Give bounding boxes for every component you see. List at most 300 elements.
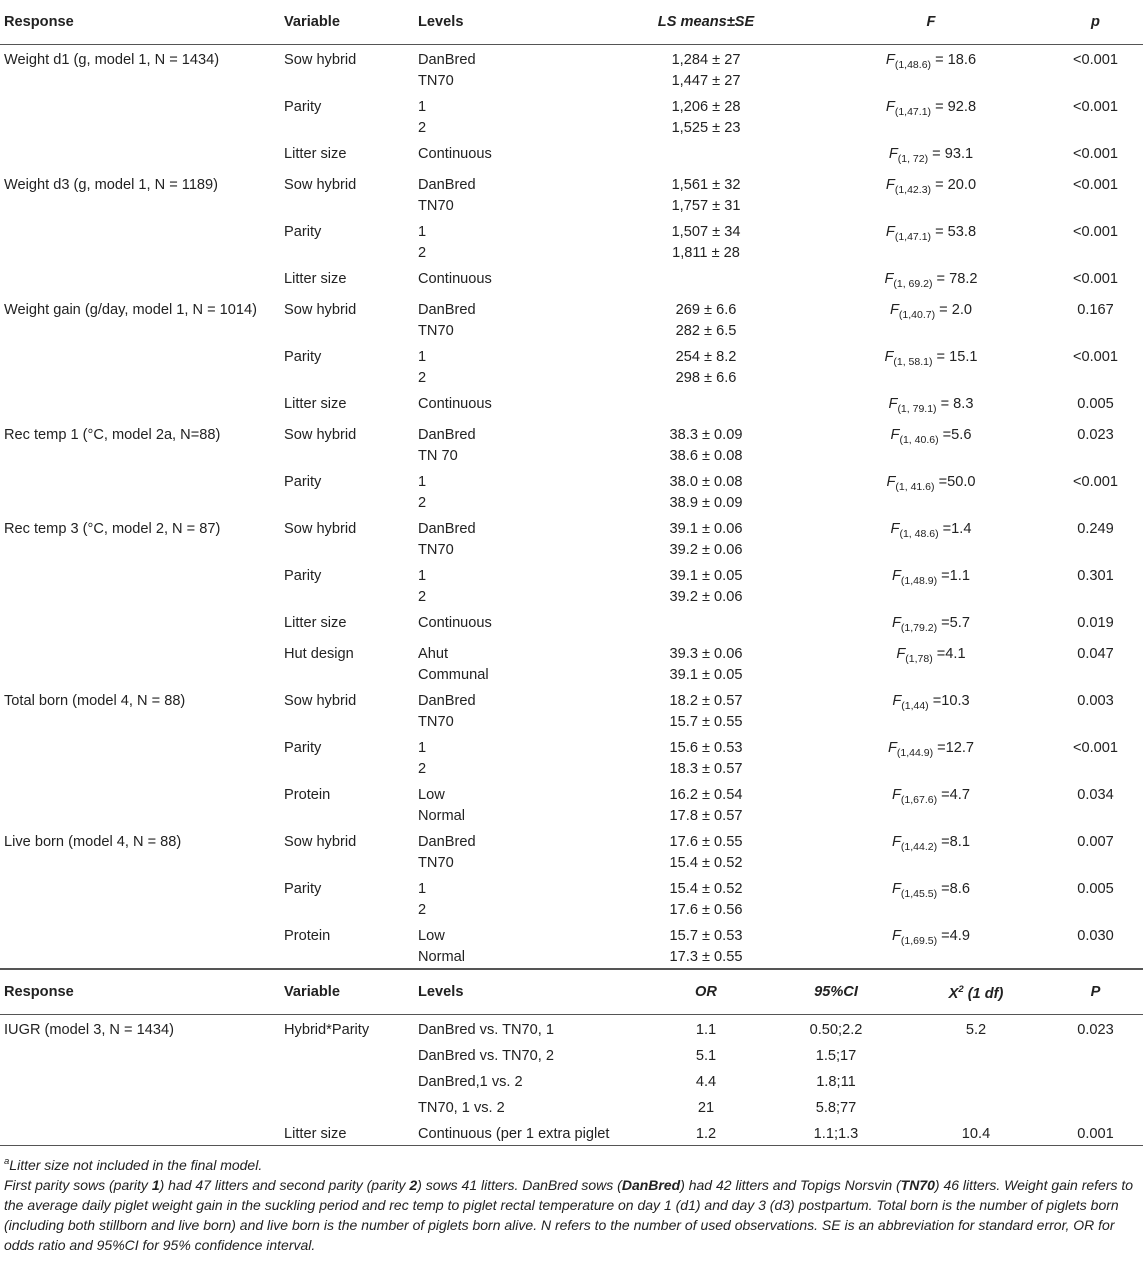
f-symbol: F	[885, 99, 895, 115]
lsmean-value: 254 ± 8.2	[675, 349, 737, 365]
p-value-cell: 0.167	[1077, 302, 1114, 318]
p-value-cell: 0.001	[1044, 1119, 1143, 1146]
lsmeans-cell	[594, 342, 814, 389]
levels-cell: TN70, 1 vs. 2	[418, 1100, 505, 1116]
lsmean-value: 39.1 ± 0.05	[669, 568, 743, 584]
f-value: =50.0	[934, 474, 976, 490]
f-value: = 2.0	[935, 302, 973, 318]
lsmeans-cell	[594, 389, 814, 420]
level-value: TN70	[418, 323, 454, 339]
table-row	[0, 420, 1143, 467]
f-symbol: F	[886, 474, 896, 490]
level-value: 1	[418, 349, 427, 365]
lsmean-value: 1,811 ± 28	[672, 245, 740, 261]
levels-cell	[414, 639, 594, 686]
f-df: (1,69.5)	[900, 935, 938, 947]
table-row	[0, 217, 1143, 264]
f-symbol: F	[892, 928, 901, 944]
f-value: = 92.8	[931, 99, 977, 115]
lsmean-value: 39.3 ± 0.06	[669, 646, 743, 662]
p-value-cell: <0.001	[1072, 474, 1119, 490]
f-statistic-cell	[814, 139, 1044, 170]
variable-cell: Litter size	[284, 146, 347, 162]
p-value-cell: 0.301	[1077, 568, 1114, 584]
variable-cell: Sow hybrid	[284, 52, 357, 68]
lsmeans-cell	[594, 170, 814, 217]
table-row	[0, 295, 1143, 342]
x2-cell: 5.2	[965, 1022, 987, 1038]
p-value-cell: <0.001	[1072, 99, 1119, 115]
lsmean-value	[598, 269, 814, 290]
ci-cell: 0.50;2.2	[809, 1022, 863, 1038]
p-value-cell: 0.249	[1077, 521, 1114, 537]
ci-cell: 1.8;11	[816, 1074, 856, 1090]
table-notes	[0, 1146, 1143, 1255]
f-df: (1, 48.6)	[899, 528, 939, 540]
lsmeans-cell	[594, 467, 814, 514]
level-value: 2	[418, 902, 427, 918]
response-cell: Weight d1 (g, model 1, N = 1434)	[4, 52, 220, 68]
variable-cell: Sow hybrid	[284, 521, 357, 537]
table-row	[0, 780, 1143, 827]
levels-cell	[414, 827, 594, 874]
f-value: = 53.8	[931, 224, 977, 240]
levels-cell	[414, 467, 594, 514]
lsmeans-cell	[594, 874, 814, 921]
lsmeans-cell	[594, 420, 814, 467]
lsmeans-cell	[594, 139, 814, 170]
lsmeans-cell	[594, 921, 814, 969]
variable-cell: Litter size	[280, 1119, 414, 1146]
levels-cell	[414, 295, 594, 342]
f-df: (1,44)	[901, 700, 929, 712]
p-value-cell	[1044, 1067, 1143, 1093]
lsmean-value: 17.3 ± 0.55	[669, 949, 743, 965]
lsmean-value: 1,525 ± 23	[671, 120, 741, 136]
p-value-cell	[1044, 1093, 1143, 1119]
variable-cell	[280, 1093, 414, 1119]
levels-cell	[414, 264, 594, 295]
header-variable: Variable	[280, 0, 414, 45]
lsmean-value: 18.2 ± 0.57	[669, 693, 743, 709]
level-value: 1	[418, 740, 427, 756]
level-value: 2	[418, 120, 427, 136]
table-row	[0, 561, 1143, 608]
response-cell	[0, 1119, 280, 1146]
p-value-cell: <0.001	[1072, 349, 1119, 365]
level-value: TN70	[418, 855, 454, 871]
f-statistic-cell	[814, 561, 1044, 608]
levels-cell	[414, 217, 594, 264]
levels-cell: DanBred,1 vs. 2	[418, 1074, 523, 1090]
table-row	[0, 45, 1143, 93]
x2-cell: 10.4	[904, 1119, 1044, 1146]
levels-cell	[414, 514, 594, 561]
variable-cell: Litter size	[284, 396, 347, 412]
level-value: DanBred	[418, 693, 476, 709]
levels-cell	[414, 139, 594, 170]
lsmean-value: 17.6 ± 0.56	[669, 902, 743, 918]
level-value: DanBred	[418, 302, 476, 318]
p-value-cell: 0.019	[1077, 615, 1114, 631]
lsmeans-cell	[594, 733, 814, 780]
response-cell	[0, 389, 280, 420]
f-df: (1,42.3)	[894, 184, 932, 196]
header-f: F	[814, 0, 1044, 45]
lsmean-value: 1,447 ± 27	[671, 73, 741, 89]
header-p: p	[1044, 0, 1143, 45]
lsmean-value: 18.3 ± 0.57	[669, 761, 743, 777]
f-value: = 78.2	[932, 271, 978, 287]
response-cell: IUGR (model 3, N = 1434)	[4, 1022, 174, 1038]
f-statistic-cell	[814, 874, 1044, 921]
lsmean-value: 38.6 ± 0.08	[669, 448, 743, 464]
response-cell	[0, 1093, 280, 1119]
f-statistic-cell	[814, 420, 1044, 467]
f-value: = 15.1	[932, 349, 978, 365]
f-df: (1,48.6)	[894, 59, 932, 71]
variable-cell: Parity	[284, 568, 322, 584]
variable-cell: Protein	[284, 787, 331, 803]
lsmeans-cell	[594, 514, 814, 561]
p-value-cell: 0.023	[1077, 1022, 1114, 1038]
lsmean-value: 282 ± 6.5	[675, 323, 737, 339]
f-df: (1,44.2)	[900, 841, 938, 853]
variable-cell	[280, 1067, 414, 1093]
f-df: (1,78)	[905, 653, 933, 665]
f-statistic-cell	[814, 389, 1044, 420]
lsmean-value: 17.6 ± 0.55	[669, 834, 743, 850]
levels-cell	[414, 420, 594, 467]
f-statistic-cell	[814, 92, 1044, 139]
or-cell: 5.1	[695, 1048, 717, 1064]
ci-cell: 1.5;17	[815, 1048, 857, 1064]
f-symbol: F	[892, 568, 901, 584]
table-row	[0, 827, 1143, 874]
table-row	[0, 467, 1143, 514]
table-row	[0, 170, 1143, 217]
lsmean-value: 16.2 ± 0.54	[669, 787, 743, 803]
f-statistic-cell	[814, 780, 1044, 827]
f-value: =10.3	[928, 693, 970, 709]
variable-cell: Sow hybrid	[284, 427, 357, 443]
f-symbol: F	[888, 396, 898, 412]
variable-cell: Parity	[284, 349, 322, 365]
f-symbol: F	[884, 349, 894, 365]
p-value-cell	[1044, 1041, 1143, 1067]
lsmeans-cell	[594, 217, 814, 264]
levels-cell	[414, 561, 594, 608]
levels-cell	[414, 733, 594, 780]
table-row	[0, 264, 1143, 295]
x2-cell	[904, 1067, 1044, 1093]
lsmean-value: 298 ± 6.6	[675, 370, 737, 386]
f-symbol: F	[890, 427, 900, 443]
lsmean-value: 1,507 ± 34	[671, 224, 741, 240]
f-symbol: F	[884, 271, 894, 287]
f-symbol: F	[892, 787, 901, 803]
lsmeans-cell	[594, 561, 814, 608]
f-symbol: F	[885, 52, 895, 68]
level-value: DanBred	[418, 177, 476, 193]
f-symbol: F	[892, 615, 901, 631]
footnote-a: $^a$Litter size not included in the final model.	[4, 1156, 263, 1173]
levels-cell	[414, 92, 594, 139]
lsmeans-cell	[594, 264, 814, 295]
response-cell	[0, 733, 280, 780]
f-symbol: F	[892, 693, 902, 709]
variable-cell: Protein	[280, 921, 414, 969]
level-value: 2	[418, 370, 427, 386]
variable-cell: Sow hybrid	[284, 693, 357, 709]
header-levels: Levels	[414, 0, 594, 45]
response-cell: Rec temp 1 (°C, model 2a, N=88)	[4, 427, 221, 443]
levels-cell: Continuous (per 1 extra piglet	[414, 1119, 644, 1146]
response-cell	[0, 780, 280, 827]
p-value-cell: 0.003	[1077, 693, 1114, 709]
lsmean-value: 38.9 ± 0.09	[669, 495, 743, 511]
f-statistic-cell	[814, 514, 1044, 561]
p-value-cell: 0.005	[1077, 396, 1114, 412]
lsmean-value: 15.6 ± 0.53	[669, 740, 743, 756]
f-statistic-cell	[814, 827, 1044, 874]
f-df: (1,47.1)	[894, 231, 932, 243]
table1-header-row	[0, 0, 1143, 45]
p-value-cell: <0.001	[1072, 271, 1119, 287]
p-value-cell: <0.001	[1072, 52, 1119, 68]
f-symbol: F	[889, 302, 899, 318]
lsmean-value: 1,284 ± 27	[671, 52, 741, 68]
table-row	[0, 92, 1143, 139]
level-value: DanBred	[418, 427, 476, 443]
levels-cell	[414, 170, 594, 217]
f-statistic-cell	[814, 170, 1044, 217]
variable-cell: Sow hybrid	[284, 177, 357, 193]
levels-cell: DanBred vs. TN70, 2	[418, 1048, 555, 1064]
p-value-cell: 0.030	[1044, 921, 1143, 969]
level-value: Continuous	[418, 615, 492, 631]
response-cell	[0, 1041, 280, 1067]
f-statistic-cell	[814, 921, 1044, 969]
table-row	[0, 874, 1143, 921]
table-row	[0, 1093, 1143, 1119]
response-cell	[0, 139, 280, 170]
levels-cell	[414, 686, 594, 733]
level-value: Communal	[418, 667, 489, 683]
f-df: (1, 41.6)	[895, 481, 935, 493]
response-cell	[0, 92, 280, 139]
header-variable: Variable	[280, 970, 414, 1015]
f-df: (1, 58.1)	[893, 356, 933, 368]
or-cell: 21	[697, 1100, 715, 1116]
f-statistic-cell	[814, 342, 1044, 389]
f-value: =8.1	[937, 834, 970, 850]
header-response: Response	[0, 970, 280, 1015]
lsmeans-cell	[594, 295, 814, 342]
header-ci: 95%CI	[764, 970, 904, 1015]
variable-cell: Sow hybrid	[284, 302, 357, 318]
p-value-cell: <0.001	[1072, 224, 1119, 240]
level-value: Continuous	[418, 271, 492, 287]
ci-cell: 1.1;1.3	[764, 1119, 904, 1146]
f-df: (1,40.7)	[898, 309, 936, 321]
lsmeans-cell	[594, 780, 814, 827]
f-df: (1, 79.1)	[897, 403, 937, 415]
lsmeans-cell	[594, 45, 814, 93]
lsmeans-cell	[594, 92, 814, 139]
level-value: 2	[418, 495, 427, 511]
table-row	[0, 1015, 1143, 1042]
header-x2: $X^2$ (1 df)	[904, 970, 1044, 1015]
lsmean-value: 38.3 ± 0.09	[669, 427, 743, 443]
f-symbol: F	[896, 646, 906, 662]
response-cell	[0, 342, 280, 389]
table-row	[0, 1119, 1143, 1146]
f-statistic-cell	[814, 686, 1044, 733]
f-df: (1,67.6)	[900, 794, 938, 806]
response-cell	[0, 608, 280, 639]
f-symbol: F	[892, 881, 901, 897]
p-value-cell: <0.001	[1072, 740, 1119, 756]
level-value: Continuous	[418, 146, 492, 162]
p-value-cell: 0.047	[1077, 646, 1114, 662]
or-cell: 1.2	[644, 1119, 764, 1146]
f-df: (1, 40.6)	[899, 434, 939, 446]
variable-cell: Parity	[284, 224, 322, 240]
levels-cell	[414, 921, 594, 969]
f-df: (1,44.9)	[896, 747, 934, 759]
level-value: DanBred	[418, 521, 476, 537]
f-symbol: F	[892, 834, 901, 850]
ci-cell: 5.8;77	[815, 1100, 857, 1116]
f-value: =8.6	[937, 881, 970, 897]
lsmean-value: 15.7 ± 0.53	[669, 928, 743, 944]
level-value: 2	[418, 589, 427, 605]
header-response: Response	[0, 0, 280, 45]
level-value: TN70	[418, 542, 454, 558]
level-value: DanBred	[418, 52, 476, 68]
f-df: (1,79.2)	[900, 622, 938, 634]
table-row	[0, 1041, 1143, 1067]
level-value: 1	[418, 881, 427, 897]
header-lsmeans: LS means±SE	[594, 0, 814, 45]
response-cell	[0, 921, 280, 969]
level-value: 1	[418, 224, 427, 240]
levels-cell	[414, 780, 594, 827]
variable-cell: Parity	[284, 474, 322, 490]
f-symbol: F	[885, 177, 895, 193]
variable-cell: Hybrid*Parity	[284, 1022, 370, 1038]
response-cell: Live born (model 4, N = 88)	[4, 834, 182, 850]
lsmean-value: 39.1 ± 0.05	[669, 667, 743, 683]
p-value-cell: 0.007	[1077, 834, 1114, 850]
response-cell	[0, 874, 280, 921]
abbreviation-note: First parity sows (parity 1) had 47 litters and second parity (parity 2) sows 41 litters. DanBred sows (DanBred) had 42 litters and Topigs Norsvin (TN70) 46 litters. Weight gain refers to the average daily piglet weight gain in the suckling period and rec temp to piglet rectal temperature on day 1 (d1) and day 3 (d3) postpartum. Total born is the number of piglets born (including both stillborn and live born) and live born is the number of piglets born alive. N refers to the number of used observations. SE is an abbreviation for standard error, OR for odds ratio and 95%CI for 95% confidence interval.	[4, 1177, 1134, 1253]
p-value-cell: 0.023	[1077, 427, 1114, 443]
table-row	[0, 342, 1143, 389]
response-cell	[0, 639, 280, 686]
levels-cell	[414, 874, 594, 921]
table-row	[0, 608, 1143, 639]
level-value: 1	[418, 474, 427, 490]
level-value: Continuous	[418, 396, 492, 412]
lsmean-value: 269 ± 6.6	[675, 302, 737, 318]
response-cell	[0, 1067, 280, 1093]
f-value: =12.7	[933, 740, 975, 756]
p-value-cell: <0.001	[1072, 146, 1119, 162]
variable-cell: Parity	[284, 881, 322, 897]
table-row	[0, 514, 1143, 561]
level-value: TN70	[418, 714, 454, 730]
odds-ratio-table	[0, 969, 1143, 1146]
f-statistic-cell	[814, 45, 1044, 93]
table-row	[0, 1067, 1143, 1093]
levels-cell	[414, 45, 594, 93]
lsmean-value	[598, 394, 814, 415]
level-value: 1	[418, 99, 427, 115]
level-value: 2	[418, 245, 427, 261]
f-statistic-cell	[814, 733, 1044, 780]
lsmeans-cell	[594, 827, 814, 874]
table-row	[0, 921, 1143, 969]
f-df: (1, 69.2)	[893, 278, 933, 290]
p-value-cell: 0.005	[1077, 881, 1114, 897]
variable-cell: Litter size	[284, 271, 347, 287]
lsmean-value: 1,757 ± 31	[671, 198, 741, 214]
levels-cell	[414, 389, 594, 420]
lsmeans-cell	[594, 639, 814, 686]
table-row	[0, 389, 1143, 420]
lsmean-value: 15.4 ± 0.52	[669, 855, 743, 871]
table-row	[0, 733, 1143, 780]
or-cell: 1.1	[695, 1022, 717, 1038]
f-df: (1,48.9)	[900, 575, 938, 587]
lsmean-value: 15.7 ± 0.55	[669, 714, 743, 730]
f-symbol: F	[885, 224, 895, 240]
level-value: Normal	[418, 808, 466, 824]
table-row	[0, 686, 1143, 733]
response-cell: Rec temp 3 (°C, model 2, N = 87)	[4, 521, 221, 537]
header-or: OR	[644, 970, 764, 1015]
variable-cell: Litter size	[284, 615, 347, 631]
header-levels: Levels	[414, 970, 644, 1015]
f-statistic-cell	[814, 264, 1044, 295]
response-cell: Weight d3 (g, model 1, N = 1189)	[4, 177, 219, 193]
table-row	[0, 139, 1143, 170]
f-value: =1.4	[938, 521, 972, 537]
level-value: Low	[418, 787, 445, 803]
f-df: (1,45.5)	[900, 888, 938, 900]
x2-cell	[904, 1041, 1044, 1067]
f-statistic-cell	[814, 295, 1044, 342]
f-symbol: F	[888, 146, 898, 162]
f-value: = 20.0	[931, 177, 977, 193]
response-cell: Total born (model 4, N = 88)	[4, 693, 186, 709]
level-value: Ahut	[418, 646, 449, 662]
level-value: DanBred	[418, 834, 476, 850]
variable-cell: Parity	[284, 740, 322, 756]
lsmean-value: 1,206 ± 28	[671, 99, 741, 115]
response-cell	[0, 264, 280, 295]
f-value: =4.7	[937, 787, 970, 803]
levels-cell	[414, 342, 594, 389]
header-p: P	[1044, 970, 1143, 1015]
f-df: (1, 72)	[897, 153, 929, 165]
response-cell: Weight gain (g/day, model 1, N = 1014)	[4, 302, 257, 318]
f-statistic-cell	[814, 608, 1044, 639]
p-value-cell: <0.001	[1072, 177, 1119, 193]
level-value: TN 70	[418, 448, 458, 464]
